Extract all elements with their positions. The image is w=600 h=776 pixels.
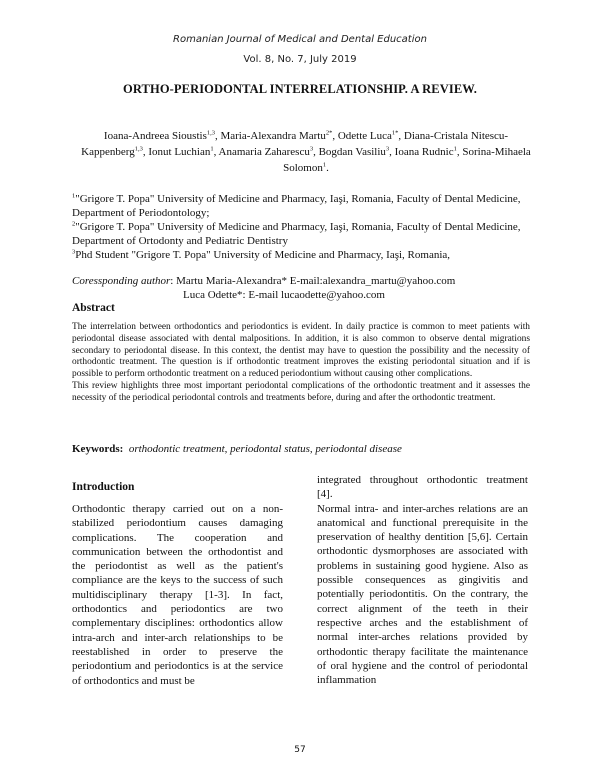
author-sup: 2* xyxy=(325,129,333,137)
author-name: Maria-Alexandra Martu xyxy=(220,130,326,142)
affiliation-text: "Grigore T. Popa" University of Medicine and Pharmacy, Iaşi, Romania, Faculty of Dental Medicine, Department of Ortodonty and Pediatric Dentistry xyxy=(72,221,521,247)
affiliation-sup: 3 xyxy=(72,248,76,256)
author-sup: 1 xyxy=(453,145,457,153)
author-name: Ionut Luchian xyxy=(148,146,211,158)
keywords xyxy=(72,443,532,455)
abstract-paragraph: This review highlights three most important periodontal complications of the orthodontic treatment and it assesses the necessity of the periodical periodontal controls and treatments before, during and after the orthodontic treatment. xyxy=(72,380,530,403)
introduction-left-column xyxy=(72,502,283,688)
journal-name: Romanian Journal of Medical and Dental Education xyxy=(173,34,427,45)
author-name: Odette Luca xyxy=(337,130,392,142)
affiliation-1 xyxy=(72,192,542,220)
abstract-paragraph: The interrelation between orthodontics and periodontics is evident. In daily practice is common to meet patients with periodontal disease associated with dental malpositions. In addition, it is also common to observe dental migrations secondary to periodontal disease. In this context, the dentist may have to question the possibility and the necessity of orthodontic treatment. The question is if orthodontic treatment improves the existing periodontal situation and if is possible to perform orthodontic treatment on a reduced periodontium without causing other complications. xyxy=(72,322,530,380)
author-sup: 3 xyxy=(385,145,390,153)
affiliation-sup: 2 xyxy=(72,220,76,228)
author-sup: 1* xyxy=(391,129,399,137)
affiliation-text: Phd Student "Grigore T. Popa" University of Medicine and Pharmacy, Iaşi, Romania, xyxy=(75,249,451,261)
introduction-paragraph: integrated throughout orthodontic treatment [4]. xyxy=(317,474,528,501)
journal-volume: Vol. 8, No. 7, July 2019 xyxy=(243,54,357,65)
author-sup: 1,3 xyxy=(206,129,215,137)
author-sup: 1 xyxy=(210,145,214,153)
author-sup: 1 xyxy=(322,161,327,169)
author-list: Ioana-Andreea Sioustis$^{1,3}$, Maria-Alexandra Martu$^{2*}$, Odette Luca$^{1*}$, Diana-Cristala Nitescu-Kappenberg$^{1,3}$, Ionut Luchian$^1$, Anamaria Zaharescu$^3$, Bogdan Vasiliu$^3$, Ioana Rudnic$^1$, Sorina-Mihaela Solomon$^1$. xyxy=(81,129,531,174)
author-sup: 3 xyxy=(309,145,314,153)
introduction-paragraph: Normal intra- and inter-arches relations are an anatomical and functional prerequisite in the preservation of healthy dentition [5,6]. Certain orthodontic dysmorphoses are associated with problems in sustaining good hygiene. Also as possible consequences as gingivitis and potentially periodontitis. On the contrary, the correct alignment of the teeth in their respective arches and the establishment of normal inter-arches relations provided by orthodontic therapy facilitate the maintenance of oral hygiene and the control of periodontal inflammation xyxy=(317,502,528,687)
keywords-label: Keywords: xyxy=(72,443,124,455)
corresponding-label: Coressponding author xyxy=(72,275,171,287)
keywords-text: orthodontic treatment, periodontal status, periodontal disease xyxy=(128,443,402,455)
author-name: Anamaria Zaharescu xyxy=(218,146,310,158)
author-name: Diana-Cristala Nitescu-Kappenberg xyxy=(81,130,509,158)
introduction-heading: Introduction xyxy=(72,481,135,493)
introduction-paragraph: Orthodontic therapy carried out on a non-stabilized periodontium causes damaging complications. The cooperation and communication between the orthodontist and the periodontist as well as the patient's compliance are the keys to the success of such multidisciplinary therapy [1-3]. In fact, orthodontics and periodontics are two complementary disciplines: orthodontics allow intra-arch and inter-arch relationships to be reestablished in order to preserve the periodontium and periodontics is at the service of orthodontics and must be xyxy=(72,503,283,687)
corresponding-author: Coressponding author: Martu Maria-Alexandra* E-mail:alexandra_martu@yahoo.com xyxy=(72,275,456,287)
author-name: Ioana Rudnic xyxy=(394,146,454,158)
article-title: ORTHO-PERIODONTAL INTERRELATIONSHIP. A REVIEW. xyxy=(123,82,477,96)
corresponding-line-2: Luca Odette*: E-mail lucaodette@yahoo.com xyxy=(183,289,385,301)
abstract-heading: Abstract xyxy=(72,302,115,314)
author-sup: 1,3 xyxy=(134,145,143,153)
affiliation-2 xyxy=(72,220,542,248)
page-number: 57 xyxy=(294,745,306,755)
author-name: Bogdan Vasiliu xyxy=(318,146,386,158)
affiliation-3 xyxy=(72,248,542,262)
author-name: Sorina-Mihaela Solomon xyxy=(283,146,531,174)
affiliation-text: "Grigore T. Popa" University of Medicine and Pharmacy, Iaşi, Romania, Faculty of Dental Medicine, Department of Periodontology; xyxy=(72,193,521,219)
corresponding-line-1: Martu Maria-Alexandra* E-mail:alexandra_martu@yahoo.com xyxy=(176,275,456,287)
abstract-body xyxy=(72,322,530,405)
author-name: Ioana-Andreea Sioustis xyxy=(103,130,207,142)
affiliation-sup: 1 xyxy=(72,192,76,200)
introduction-right-column xyxy=(317,473,528,687)
